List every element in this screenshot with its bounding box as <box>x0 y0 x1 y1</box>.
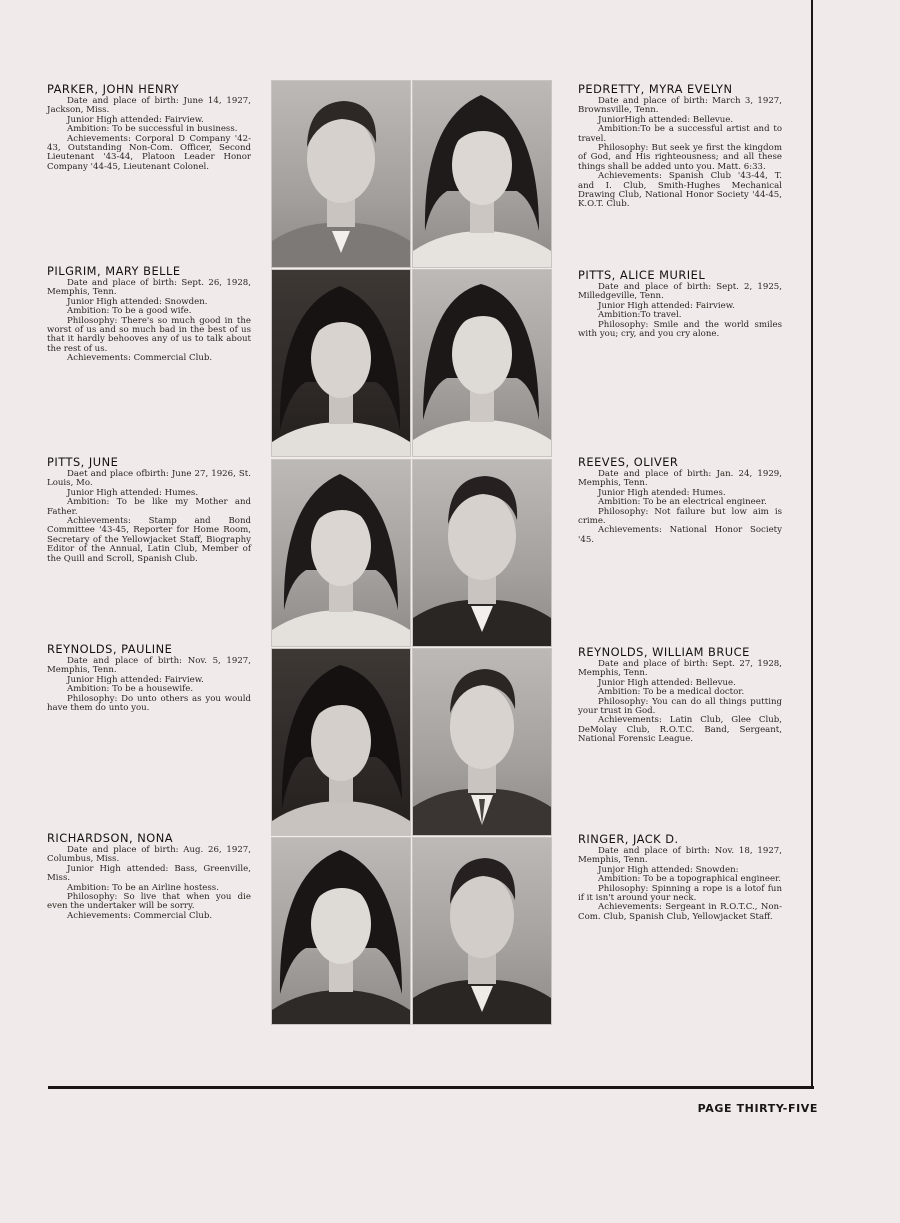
portrait-photo <box>271 269 411 457</box>
bio-line: Junior High attended: Bass, Greenville, Miss. <box>47 863 251 884</box>
portrait-photo <box>271 459 411 647</box>
female-portrait-icon <box>272 270 410 456</box>
bio-line: Ambition: To be a good wife. <box>67 306 192 317</box>
bio-line: Ambition:To travel. <box>598 310 682 321</box>
portrait-photo <box>412 837 552 1025</box>
portrait-photo <box>412 80 552 268</box>
bio-line: Junjor High attended: Snowden: <box>598 864 739 875</box>
bio-line: Ambition: To be like my Mother and Father. <box>47 497 251 517</box>
bio-line: Date and place of birth: June 14, 1927, Jackson, Miss. <box>47 96 251 116</box>
portrait-photo <box>271 837 411 1025</box>
student-name: PITTS, JUNE <box>47 455 119 469</box>
female-portrait-icon <box>272 460 410 646</box>
student-name: PITTS, ALICE MURIEL <box>578 268 706 282</box>
bio-line: Junior High attended: Fairview. <box>67 114 204 125</box>
male-portrait-icon <box>413 838 551 1024</box>
bio-line: Philosophy: You can do all things putting your trust in God. <box>578 696 782 717</box>
page-number: PAGE THIRTY-FIVE <box>697 1102 818 1115</box>
portrait-photo <box>271 80 411 268</box>
student-name: REYNOLDS, PAULINE <box>47 642 173 656</box>
bio-line: Achievements: Corporal D Company '42-43, Outstanding Non-Com. Officer, Second Lieutenant '43-44, Platoon Leader Honor Company '44-45, Lieutenant Colonel. <box>47 133 251 172</box>
bio-line: Philosophy: Do unto others as you would have them do unto you. <box>47 693 251 714</box>
bio-line: Daet and place ofbirth: June 27, 1926, St. Louis, Mo. <box>47 469 251 489</box>
bio-line: Achievements: Spanish Club '43-44, T. and I. Club, Smith-Hughes Mechanical Drawing Club, National Honor Society '44-45, K.O.T. Club. <box>578 171 782 210</box>
student-bio <box>47 643 251 713</box>
student-bio <box>47 83 251 172</box>
student-bio <box>578 83 782 210</box>
bio-line: Ambition:To be a successful artist and to travel. <box>578 124 782 144</box>
bio-line: JuniorHigh attended: Bellevue. <box>598 114 734 125</box>
bio-line: Junior High attended: Fairview. <box>598 300 735 311</box>
bio-line: Philosophy: Spinning a rope is a lotof fun if it isn't around your neck. <box>578 883 782 904</box>
male-portrait-icon <box>413 649 551 835</box>
bio-line: Achievements: Stamp and Bond Committee '43-45, Reporter for Home Room, Secretary of the Yellowjacket Staff, Biography Editor of the Annual, Latin Club, Member of the Quill and Scroll, Spanish Club. <box>47 516 251 564</box>
bio-line: Date and place of birth: Jan. 24, 1929, Memphis, Tenn. <box>578 469 782 489</box>
student-bio <box>578 456 782 545</box>
student-name: PARKER, JOHN HENRY <box>47 82 180 96</box>
bio-line: Philosophy: Smile and the world smiles with you; cry, and you cry alone. <box>578 319 782 340</box>
bio-line: Philosophy: There's so much good in the worst of us and so much bad in the best of us that it hardly behooves any of us to talk about the rest of us. <box>47 315 251 354</box>
bio-line: Ambition: To be an Airline hostess. <box>67 882 219 893</box>
bio-line: Achievements: Sergeant in R.O.T.C., Non-Com. Club, Spanish Club, Yellowjacket Staff. <box>578 902 782 922</box>
portrait-photo <box>412 459 552 647</box>
student-name: RINGER, JACK D. <box>578 832 679 846</box>
student-name: PILGRIM, MARY BELLE <box>47 264 181 278</box>
bio-line: Date and place of birth: Nov. 5, 1927, Memphis, Tenn. <box>47 656 251 676</box>
vertical-rule <box>811 0 813 1087</box>
female-portrait-icon <box>272 649 410 835</box>
portrait-photo <box>412 269 552 457</box>
student-name: RICHARDSON, NONA <box>47 831 174 845</box>
bio-line: Junior High atended: Humes. <box>598 487 726 498</box>
student-name: REYNOLDS, WILLIAM BRUCE <box>578 645 750 659</box>
male-portrait-icon <box>413 460 551 646</box>
bio-line: Ambition: To be a topographical engineer. <box>598 874 781 885</box>
bio-line: Date and place of birth: Sept. 26, 1928, Memphis, Tenn. <box>47 278 251 298</box>
bio-line: Philosophy: Not failure but low aim is crime. <box>578 506 782 527</box>
bio-line: Date and place of birth: Aug. 26, 1927, Columbus, Miss. <box>47 845 251 865</box>
student-bio <box>578 646 782 745</box>
bio-line: Achievements: Commercial Club. <box>67 910 213 921</box>
student-bio <box>47 832 251 921</box>
bio-line: Ambition: To be an electrical engineer. <box>598 497 767 508</box>
female-portrait-icon <box>413 270 551 456</box>
bio-line: Date and place of birth: March 3, 1927, Brownsville, Tenn. <box>578 96 782 116</box>
female-portrait-icon <box>413 81 551 267</box>
bio-line: Date and place of birth: Sept. 2, 1925, Milledgeville, Tenn. <box>578 282 782 302</box>
student-bio <box>47 456 251 564</box>
portrait-photo <box>412 648 552 836</box>
bio-line: Philosophy: So live that when you die even the undertaker will be sorry. <box>47 892 251 912</box>
female-portrait-icon <box>272 838 410 1024</box>
bio-line: Ambition: To be a housewife. <box>67 684 194 695</box>
student-name: REEVES, OLIVER <box>578 455 679 469</box>
student-bio <box>578 269 782 339</box>
male-portrait-icon <box>272 81 410 267</box>
student-bio <box>47 265 251 364</box>
bio-line: Ambition: To be a medical doctor. <box>598 687 745 698</box>
bio-line: Philosophy: But seek ye first the kingdom of God, and His righteousness; and all these things shall be added unto you. Matt. 6:33. <box>578 143 782 172</box>
bio-line: Junior High attended: Snowden. <box>67 296 208 307</box>
student-name: PEDRETTY, MYRA EVELYN <box>578 82 733 96</box>
student-bio <box>578 833 782 922</box>
portrait-photo <box>271 648 411 836</box>
bio-line: Junior High attended: Bellevue. <box>598 677 736 688</box>
bio-line: Achievements: National Honor Society '45. <box>578 525 782 545</box>
bio-line: Junior High attended: Fairview. <box>67 674 204 685</box>
bio-line: Date and place of birth: Nov. 18, 1927, Memphis, Tenn. <box>578 846 782 866</box>
footer-rule <box>48 1086 814 1089</box>
bio-line: Ambition: To be successful in business. <box>67 124 238 135</box>
bio-line: Achievements: Commercial Club. <box>67 353 213 364</box>
bio-line: Date and place of birth: Sept. 27, 1928, Memphis, Tenn. <box>578 659 782 679</box>
bio-line: Junior High attended: Humes. <box>67 487 199 498</box>
bio-line: Achievements: Latin Club, Glee Club, DeMolay Club, R.O.T.C. Band, Sergeant, National Forensic League. <box>578 715 782 745</box>
